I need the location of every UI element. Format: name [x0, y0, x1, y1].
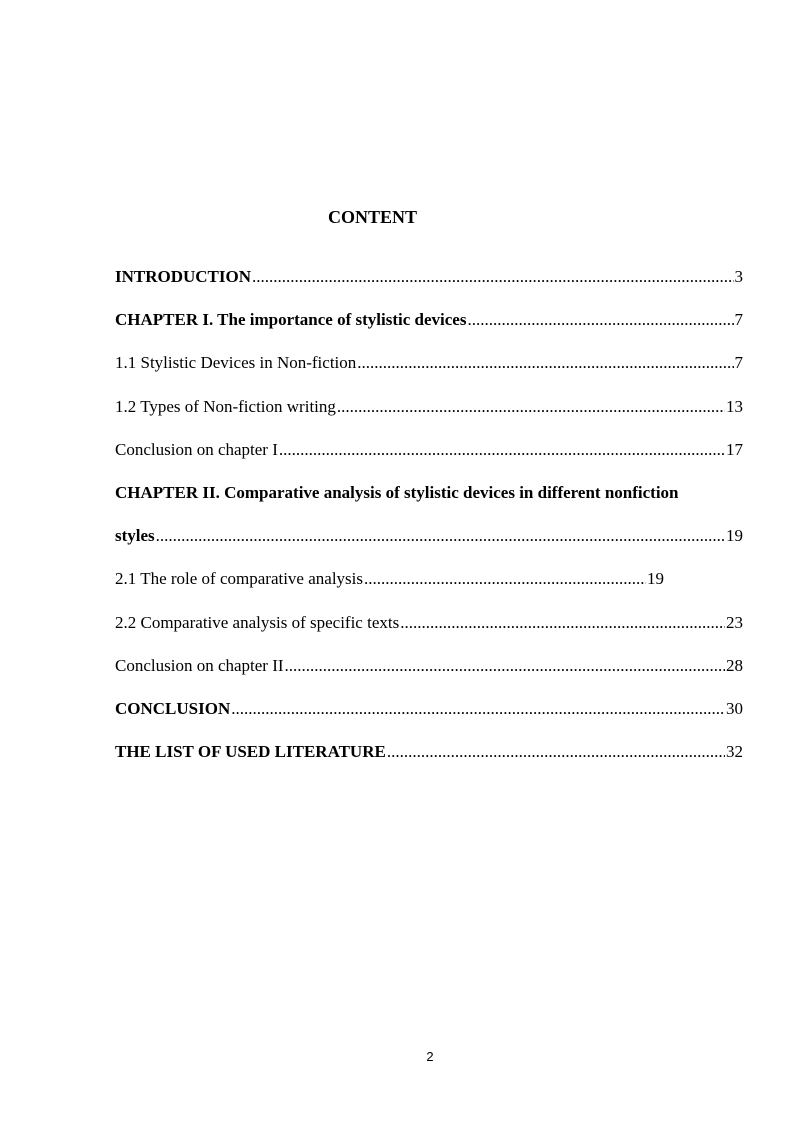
toc-leader-dots: [400, 612, 725, 634]
toc-leader-dots: [467, 309, 733, 331]
toc-leader-dots: [156, 525, 725, 547]
toc-entry-page: 32: [726, 742, 743, 762]
toc-entry-introduction[interactable]: [115, 266, 743, 288]
toc-entry-page: 17: [726, 439, 743, 459]
toc-entry-label: 2.1 The role of comparative analysis: [115, 569, 363, 589]
toc-entry-page: 30: [726, 698, 743, 718]
toc-entry-page: 19: [647, 569, 664, 589]
toc-entry-conclusion-chapter-2[interactable]: [115, 655, 743, 677]
toc-leader-dots: [252, 266, 733, 288]
toc-entry-conclusion-chapter-1[interactable]: [115, 439, 743, 461]
toc-entry-literature[interactable]: [115, 741, 743, 763]
toc-entry-conclusion[interactable]: [115, 698, 743, 720]
toc-entry-label: 1.2 Types of Non-fiction writing: [115, 396, 336, 416]
toc-entry-label: 2.2 Comparative analysis of specific texts: [115, 612, 400, 632]
toc-entry-page: 7: [734, 310, 743, 330]
toc-entry-label: CONCLUSION: [115, 698, 231, 718]
toc-entry-page: 19: [726, 526, 743, 546]
toc-leader-dots: [357, 352, 733, 374]
toc-entry-page: 23: [726, 612, 743, 632]
toc-entry-page: 3: [734, 267, 743, 286]
toc-entry-2-1[interactable]: [115, 568, 743, 590]
toc-entry-chapter-2-line-2[interactable]: [115, 525, 743, 547]
toc-leader-dots: [231, 698, 725, 720]
toc-leader-dots: [387, 741, 725, 763]
page-title: CONTENT: [327, 207, 417, 227]
table-of-contents: [115, 266, 743, 784]
toc-entry-chapter-1[interactable]: [115, 309, 743, 331]
toc-entry-chapter-2-line-1[interactable]: [115, 482, 743, 504]
toc-entry-1-2[interactable]: [115, 396, 743, 418]
toc-leader-dots: [279, 439, 725, 461]
toc-leader-dots: [337, 396, 725, 418]
page-number: 2: [426, 1049, 434, 1064]
toc-leader-dots: [364, 568, 646, 590]
toc-entry-page: 7: [734, 353, 743, 373]
toc-entry-label: 1.1 Stylistic Devices in Non-fiction: [115, 353, 357, 373]
toc-entry-page: 28: [726, 655, 743, 675]
toc-entry-label: INTRODUCTION: [115, 267, 252, 286]
toc-entry-label: styles: [115, 526, 155, 546]
toc-entry-page: 13: [726, 396, 743, 416]
toc-entry-label: CHAPTER I. The importance of stylistic devices: [115, 310, 467, 330]
toc-entry-label: Conclusion on chapter II: [115, 655, 284, 675]
toc-entry-label: THE LIST OF USED LITERATURE: [115, 742, 386, 762]
toc-entry-1-1[interactable]: [115, 352, 743, 374]
toc-entry-label: CHAPTER II. Comparative analysis of stylistic devices in different nonfiction: [115, 482, 679, 502]
toc-leader-dots: [285, 655, 725, 677]
toc-entry-2-2[interactable]: [115, 612, 743, 634]
toc-entry-label: Conclusion on chapter I: [115, 439, 278, 459]
